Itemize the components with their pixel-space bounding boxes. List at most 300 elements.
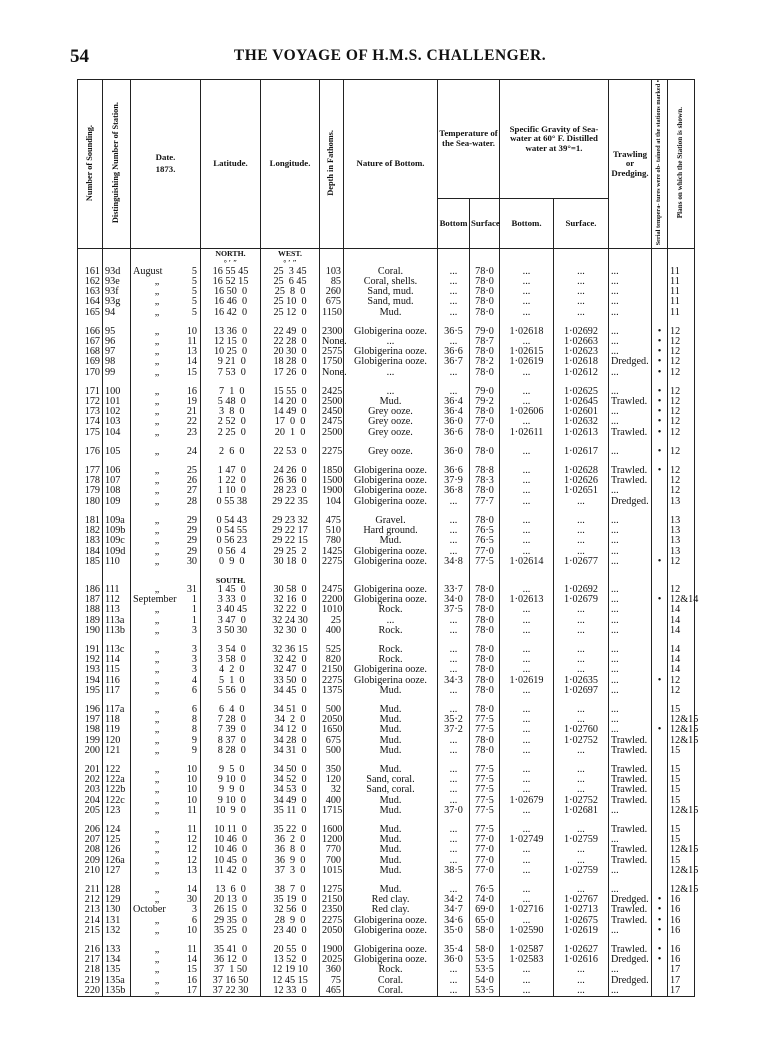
temp-bottom: ... [438, 665, 470, 675]
date-cell [131, 595, 201, 605]
plans: 17 [668, 965, 695, 975]
temp-surface: 79·0 [470, 387, 500, 397]
depth: 2050 [320, 926, 344, 936]
plans: 12 [668, 327, 695, 337]
header-latitude: Latitude. [201, 80, 261, 249]
latitude: 0 9 0 [201, 557, 261, 567]
gravity-surface: 1·02752 [554, 736, 609, 746]
depth: 1200 [320, 835, 344, 845]
serial-marker: • [652, 357, 668, 367]
depth: 500 [320, 705, 344, 715]
latitude: 0 56 23 [201, 536, 261, 546]
depth: 1015 [320, 866, 344, 876]
latitude: 10 46 0 [201, 835, 261, 845]
table-row [78, 866, 695, 876]
bottom-nature: ... [344, 368, 438, 378]
station-number: 130 [103, 905, 131, 915]
station-number: 113b [103, 626, 131, 636]
sounding-number: 164 [78, 297, 103, 307]
sounding-number: 197 [78, 715, 103, 725]
depth: 500 [320, 746, 344, 756]
serial-marker: • [652, 466, 668, 476]
gravity-bottom: ... [500, 626, 554, 636]
trawling: ... [609, 705, 652, 715]
latitude: 3 33 0 [201, 595, 261, 605]
longitude: 18 28 0 [261, 357, 320, 367]
temp-bottom: ... [438, 765, 470, 775]
longitude: 12 45 15 [261, 976, 320, 986]
plans: 11 [668, 277, 695, 287]
date-cell [131, 267, 201, 277]
day: 6 [191, 703, 197, 715]
date-cell [131, 616, 201, 626]
temp-bottom: 36·0 [438, 417, 470, 427]
depth: 1900 [320, 486, 344, 496]
temp-bottom: 37·9 [438, 476, 470, 486]
depth: 25 [320, 616, 344, 626]
depth: 2025 [320, 955, 344, 965]
temp-bottom: ... [438, 845, 470, 855]
gravity-surface: 1·02619 [554, 926, 609, 936]
month: „ [154, 844, 160, 856]
bottom-nature: Coral. [344, 976, 438, 986]
station-number: 102 [103, 407, 131, 417]
sounding-number: 174 [78, 417, 103, 427]
day: 29 [186, 525, 197, 537]
station-number: 122a [103, 775, 131, 785]
gravity-bottom: ... [500, 387, 554, 397]
longitude: 29 22 15 [261, 536, 320, 546]
gravity-surface: ... [554, 965, 609, 975]
table-row [78, 806, 695, 816]
longitude: 26 36 0 [261, 476, 320, 486]
gravity-surface: 1·02613 [554, 428, 609, 438]
latitude: 10 9 0 [201, 806, 261, 816]
month: September [133, 594, 177, 606]
trawling: ... [609, 986, 652, 997]
temp-surface: 78·0 [470, 277, 500, 287]
table-row [78, 368, 695, 378]
longitude: 22 53 0 [261, 447, 320, 457]
latitude: 1 45 0 [201, 585, 261, 595]
day: 3 [191, 664, 197, 676]
month: „ [154, 914, 160, 926]
trawling: Dredged. [609, 357, 652, 367]
longitude: 12 33 0 [261, 986, 320, 997]
day: 4 [191, 674, 197, 686]
day: 17 [186, 984, 197, 996]
month: „ [154, 525, 160, 537]
sounding-number: 194 [78, 676, 103, 686]
bottom-nature: Globigerina ooze. [344, 916, 438, 926]
temp-surface: 53·5 [470, 986, 500, 997]
longitude: 25 3 45 [261, 267, 320, 277]
gravity-surface: 1·02627 [554, 945, 609, 955]
empty-cell [554, 248, 609, 258]
serial-marker [652, 655, 668, 665]
serial-marker [652, 686, 668, 696]
empty-cell [261, 567, 320, 576]
bottom-nature: Globigerina ooze. [344, 466, 438, 476]
trawling: Trawled. [609, 916, 652, 926]
serial-marker [652, 835, 668, 845]
temp-bottom: ... [438, 267, 470, 277]
bottom-nature: Sand, mud. [344, 297, 438, 307]
sounding-number: 181 [78, 516, 103, 526]
latitude: 20 13 0 [201, 895, 261, 905]
longitude: 29 23 32 [261, 516, 320, 526]
plans: 12 [668, 676, 695, 686]
day: 5 [191, 296, 197, 308]
longitude: 34 51 0 [261, 705, 320, 715]
month: „ [154, 385, 160, 397]
plans: 15 [668, 765, 695, 775]
depth: 2300 [320, 327, 344, 337]
longitude: 20 55 0 [261, 945, 320, 955]
sounding-number: 191 [78, 645, 103, 655]
trawling: Dredged. [609, 497, 652, 507]
date-cell [131, 705, 201, 715]
date-cell [131, 557, 201, 567]
day: 22 [186, 416, 197, 428]
date-cell [131, 605, 201, 615]
day: 1 [191, 594, 197, 606]
month: „ [154, 854, 160, 866]
gravity-surface: ... [554, 616, 609, 626]
day: 6 [191, 684, 197, 696]
sounding-number: 196 [78, 705, 103, 715]
gravity-surface: 1·02713 [554, 905, 609, 915]
temp-surface: 78·0 [470, 267, 500, 277]
trawling: Trawled. [609, 845, 652, 855]
sounding-number: 182 [78, 526, 103, 536]
sounding-number: 190 [78, 626, 103, 636]
plans: 16 [668, 955, 695, 965]
trawling: Trawled. [609, 945, 652, 955]
temp-surface: 78·0 [470, 595, 500, 605]
longitude: 37 3 0 [261, 866, 320, 876]
empty-cell [652, 816, 668, 825]
depth: 2050 [320, 715, 344, 725]
plans: 12 [668, 368, 695, 378]
plans: 12&15 [668, 845, 695, 855]
depth: 2450 [320, 407, 344, 417]
date-cell [131, 277, 201, 287]
soundings-body [78, 248, 699, 996]
bottom-nature: Globigerina ooze. [344, 676, 438, 686]
station-number: 119 [103, 725, 131, 735]
trawling: Trawled. [609, 428, 652, 438]
gravity-surface: ... [554, 267, 609, 277]
empty-cell [652, 507, 668, 516]
empty-cell [344, 248, 438, 258]
gravity-bottom: ... [500, 547, 554, 557]
latitude: 37 22 30 [201, 986, 261, 997]
serial-marker [652, 746, 668, 756]
sounding-number: 215 [78, 926, 103, 936]
plans: 12&15 [668, 866, 695, 876]
gravity-bottom: ... [500, 486, 554, 496]
empty-cell [131, 567, 201, 576]
plans: 16 [668, 895, 695, 905]
table-row [78, 327, 695, 337]
station-number: 98 [103, 357, 131, 367]
temp-bottom: 34·6 [438, 916, 470, 926]
serial-marker: • [652, 337, 668, 347]
bottom-nature: Sand, coral. [344, 775, 438, 785]
longitude: 28 23 0 [261, 486, 320, 496]
temp-bottom: ... [438, 536, 470, 546]
trawling: Trawled. [609, 746, 652, 756]
station-number: 126 [103, 845, 131, 855]
empty-cell [652, 876, 668, 885]
gravity-surface: 1·02635 [554, 676, 609, 686]
trawling: ... [609, 417, 652, 427]
temp-bottom: ... [438, 547, 470, 557]
temp-surface: 77·5 [470, 765, 500, 775]
bottom-nature: Gravel. [344, 516, 438, 526]
station-number: 120 [103, 736, 131, 746]
month: „ [154, 475, 160, 487]
day: 13 [186, 864, 197, 876]
gravity-surface: 1·02616 [554, 955, 609, 965]
depth: 2575 [320, 347, 344, 357]
gravity-bottom: ... [500, 526, 554, 536]
depth: 465 [320, 986, 344, 997]
trawling: ... [609, 806, 652, 816]
gravity-bottom: ... [500, 976, 554, 986]
latitude: 3 54 0 [201, 645, 261, 655]
temp-bottom: ... [438, 655, 470, 665]
latitude: 8 37 0 [201, 736, 261, 746]
table-row [78, 746, 695, 756]
gravity-bottom: ... [500, 277, 554, 287]
station-number: 113c [103, 645, 131, 655]
month: „ [154, 834, 160, 846]
temp-surface: 77·0 [470, 856, 500, 866]
temp-surface: 77·5 [470, 775, 500, 785]
station-number: 116 [103, 676, 131, 686]
bottom-nature: Coral, shells. [344, 277, 438, 287]
depth: 780 [320, 536, 344, 546]
plans: 14 [668, 665, 695, 675]
trawling: ... [609, 486, 652, 496]
sounding-number: 172 [78, 397, 103, 407]
gravity-surface: ... [554, 825, 609, 835]
gravity-bottom: ... [500, 686, 554, 696]
depth: 120 [320, 775, 344, 785]
station-number: 109b [103, 526, 131, 536]
plans: 12 [668, 387, 695, 397]
day: 9 [191, 744, 197, 756]
day: 30 [186, 555, 197, 567]
longitude: 32 30 0 [261, 626, 320, 636]
day: 9 [191, 734, 197, 746]
gravity-surface: ... [554, 665, 609, 675]
temp-bottom: ... [438, 746, 470, 756]
gravity-bottom: ... [500, 516, 554, 526]
month: „ [154, 784, 160, 796]
temp-surface: 76·5 [470, 526, 500, 536]
bottom-nature: Mud. [344, 806, 438, 816]
plans: 12&14 [668, 595, 695, 605]
temp-bottom: 34·7 [438, 905, 470, 915]
serial-marker [652, 736, 668, 746]
gravity-surface: 1·02675 [554, 916, 609, 926]
plans: 16 [668, 916, 695, 926]
day: 26 [186, 475, 197, 487]
day: 10 [186, 763, 197, 775]
serial-marker [652, 267, 668, 277]
bottom-nature: Globigerina ooze. [344, 595, 438, 605]
temp-bottom: ... [438, 526, 470, 536]
trawling: Trawled. [609, 736, 652, 746]
trawling: ... [609, 885, 652, 895]
bottom-nature: Sand, mud. [344, 287, 438, 297]
trawling: ... [609, 605, 652, 615]
longitude: 25 12 0 [261, 308, 320, 318]
trawling: Dredged. [609, 955, 652, 965]
longitude: 34 45 0 [261, 686, 320, 696]
empty-cell [652, 696, 668, 705]
gravity-surface: 1·02663 [554, 337, 609, 347]
trawling: Trawled. [609, 765, 652, 775]
gravity-bottom: 1·02619 [500, 676, 554, 686]
gravity-surface: ... [554, 785, 609, 795]
gravity-surface: 1·02760 [554, 725, 609, 735]
depth: 1150 [320, 308, 344, 318]
longitude: 24 26 0 [261, 466, 320, 476]
depth: 1900 [320, 945, 344, 955]
sounding-number: 207 [78, 835, 103, 845]
longitude: 35 22 0 [261, 825, 320, 835]
station-number: 131 [103, 916, 131, 926]
sounding-number: 186 [78, 585, 103, 595]
longitude: 14 20 0 [261, 397, 320, 407]
gravity-surface: 1·02623 [554, 347, 609, 357]
longitude: 33 50 0 [261, 676, 320, 686]
trawling: ... [609, 676, 652, 686]
empty-cell [652, 258, 668, 267]
latitude: 13 6 0 [201, 885, 261, 895]
table-row [78, 428, 695, 438]
month: „ [154, 823, 160, 835]
empty-cell [652, 567, 668, 576]
empty-cell [78, 567, 103, 576]
gravity-surface: 1·02625 [554, 387, 609, 397]
sounding-number: 168 [78, 347, 103, 357]
month: „ [154, 535, 160, 547]
gravity-bottom: ... [500, 725, 554, 735]
gravity-surface: 1·02681 [554, 806, 609, 816]
plans: 14 [668, 616, 695, 626]
month: „ [154, 654, 160, 666]
latitude: 3 58 0 [201, 655, 261, 665]
month: „ [154, 724, 160, 736]
serial-marker: • [652, 945, 668, 955]
bottom-nature: Sand, coral. [344, 785, 438, 795]
gravity-surface: 1·02618 [554, 357, 609, 367]
depth: 260 [320, 287, 344, 297]
gravity-bottom: 1·02615 [500, 347, 554, 357]
depth: 700 [320, 856, 344, 866]
temp-bottom: ... [438, 986, 470, 997]
station-number: 111 [103, 585, 131, 595]
trawling: ... [609, 536, 652, 546]
sounding-number: 198 [78, 725, 103, 735]
temp-surface: 78·0 [470, 447, 500, 457]
station-number: 106 [103, 466, 131, 476]
serial-marker: • [652, 557, 668, 567]
bottom-nature: Rock. [344, 626, 438, 636]
month: „ [154, 643, 160, 655]
bottom-nature: Coral. [344, 267, 438, 277]
trawling: Trawled. [609, 785, 652, 795]
depth: 1425 [320, 547, 344, 557]
longitude: 34 50 0 [261, 765, 320, 775]
month: „ [154, 883, 160, 895]
depth: 820 [320, 655, 344, 665]
depth: 2275 [320, 676, 344, 686]
depth: 2475 [320, 585, 344, 595]
empty-cell [320, 567, 344, 576]
gravity-bottom: 1·02590 [500, 926, 554, 936]
longitude: 34 52 0 [261, 775, 320, 785]
bottom-nature: Globigerina ooze. [344, 665, 438, 675]
sounding-number: 178 [78, 476, 103, 486]
serial-marker [652, 866, 668, 876]
gravity-surface: ... [554, 746, 609, 756]
month: „ [154, 714, 160, 726]
temp-bottom: ... [438, 856, 470, 866]
depth: 1500 [320, 476, 344, 486]
depth: 400 [320, 796, 344, 806]
latitude: 9 5 0 [201, 765, 261, 775]
serial-marker: • [652, 327, 668, 337]
gravity-surface: ... [554, 605, 609, 615]
serial-marker [652, 665, 668, 675]
serial-marker [652, 297, 668, 307]
station-number: 108 [103, 486, 131, 496]
day: 1 [191, 614, 197, 626]
gravity-surface: 1·02617 [554, 447, 609, 457]
date-cell [131, 686, 201, 696]
plans: 13 [668, 497, 695, 507]
plans: 11 [668, 297, 695, 307]
bottom-nature: Mud. [344, 835, 438, 845]
plans: 12 [668, 447, 695, 457]
serial-marker [652, 965, 668, 975]
station-number: 132 [103, 926, 131, 936]
gravity-bottom: ... [500, 746, 554, 756]
plans: 14 [668, 645, 695, 655]
longitude: 32 16 0 [261, 595, 320, 605]
depth: 675 [320, 736, 344, 746]
longitude: 17 0 0 [261, 417, 320, 427]
serial-marker: • [652, 955, 668, 965]
longitude: 32 24 30 [261, 616, 320, 626]
table-row [78, 308, 695, 318]
trawling: ... [609, 595, 652, 605]
sounding-number: 165 [78, 308, 103, 318]
plans: 12&15 [668, 806, 695, 816]
temp-surface: 69·0 [470, 905, 500, 915]
sounding-number: 205 [78, 806, 103, 816]
sounding-number: 184 [78, 547, 103, 557]
page-title: THE VOYAGE OF H.M.S. CHALLENGER. [233, 47, 547, 64]
temp-surface: 77·0 [470, 547, 500, 557]
sounding-number: 195 [78, 686, 103, 696]
